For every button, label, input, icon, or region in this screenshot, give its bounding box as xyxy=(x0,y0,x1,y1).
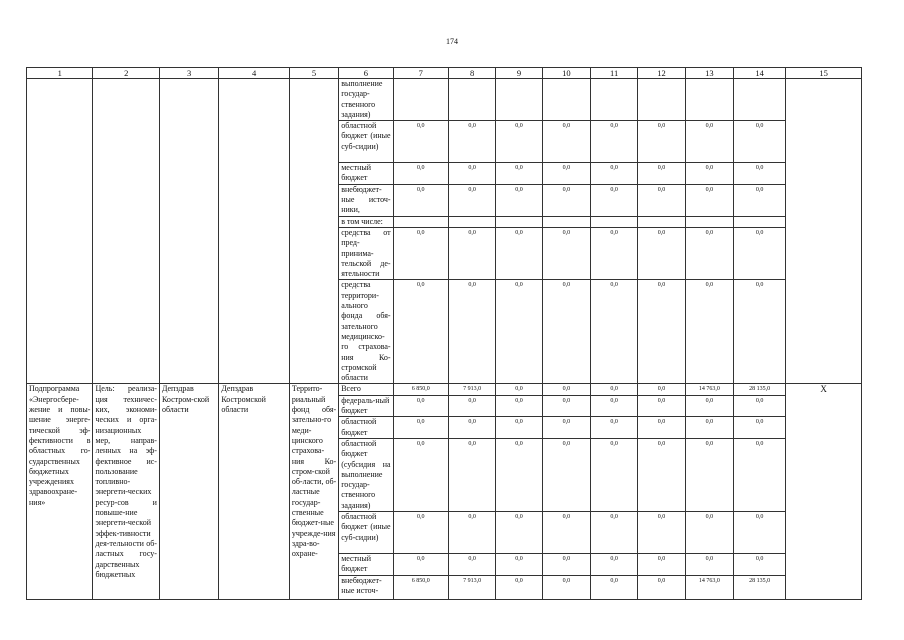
column-header: 5 xyxy=(289,68,338,79)
column-header: 15 xyxy=(786,68,862,79)
value-cell: 0,0 xyxy=(496,280,542,384)
value-cell: 0,0 xyxy=(542,121,590,163)
value-cell: 0,0 xyxy=(448,184,495,216)
value-cell: 0,0 xyxy=(685,417,733,439)
funding-source: областной бюджет (иные суб-сидии) xyxy=(339,121,393,163)
value-cell: 0,0 xyxy=(393,554,448,576)
value-cell: 0,0 xyxy=(542,575,590,599)
value-cell: 7 913,0 xyxy=(448,384,495,395)
value-cell: 6 850,0 xyxy=(393,384,448,395)
coordinator: Депздрав Костром-ской области xyxy=(159,384,218,599)
value-cell xyxy=(393,216,448,227)
empty-cell xyxy=(289,79,338,384)
funding-source: выполнение государ-ственного задания) xyxy=(339,79,393,121)
value-cell: 0,0 xyxy=(685,554,733,576)
value-cell: 0,0 xyxy=(685,438,733,511)
value-cell: 0,0 xyxy=(496,512,542,554)
value-cell: 14 763,0 xyxy=(685,384,733,395)
value-cell xyxy=(448,79,495,121)
column-header: 2 xyxy=(93,68,159,79)
value-cell: 0,0 xyxy=(733,184,785,216)
value-cell: 0,0 xyxy=(448,227,495,279)
value-cell: 0,0 xyxy=(685,395,733,417)
column-header-row xyxy=(27,68,862,79)
value-cell xyxy=(393,79,448,121)
value-cell: 0,0 xyxy=(590,554,637,576)
value-cell: 0,0 xyxy=(448,121,495,163)
value-cell: 0,0 xyxy=(638,575,685,599)
value-cell: 0,0 xyxy=(448,280,495,384)
value-cell: 0,0 xyxy=(496,554,542,576)
value-cell: 0,0 xyxy=(393,395,448,417)
funding-source: внебюджет-ные источ-ники, xyxy=(339,184,393,216)
value-cell: 0,0 xyxy=(448,554,495,576)
value-cell: 0,0 xyxy=(448,395,495,417)
value-cell: 0,0 xyxy=(496,163,542,185)
value-cell: 28 135,0 xyxy=(733,384,785,395)
value-cell: 0,0 xyxy=(542,163,590,185)
value-cell: 0,0 xyxy=(393,280,448,384)
value-cell: 0,0 xyxy=(496,438,542,511)
subprogram-name: Подпрограмма «Энергосбере-жение и повы-шение энерге-тической эф-фективности в областных го-сударственных бюджетных учреждениях здравоохране-ния» xyxy=(27,384,93,599)
value-cell: 0,0 xyxy=(733,395,785,417)
column-header: 11 xyxy=(590,68,637,79)
value-cell: 0,0 xyxy=(542,554,590,576)
value-cell: 0,0 xyxy=(590,384,637,395)
not-applicable-mark: X xyxy=(786,384,862,599)
funding-source: внебюджет-ные источ- xyxy=(339,575,393,599)
value-cell: 14 763,0 xyxy=(685,575,733,599)
funding-source: в том числе: xyxy=(339,216,393,227)
value-cell xyxy=(685,216,733,227)
value-cell: 0,0 xyxy=(393,417,448,439)
value-cell: 0,0 xyxy=(393,121,448,163)
value-cell: 0,0 xyxy=(542,227,590,279)
value-cell xyxy=(542,216,590,227)
empty-cell xyxy=(159,79,218,384)
value-cell: 0,0 xyxy=(590,575,637,599)
table-row xyxy=(27,384,862,395)
value-cell: 0,0 xyxy=(448,512,495,554)
value-cell: 0,0 xyxy=(733,163,785,185)
value-cell: 0,0 xyxy=(638,184,685,216)
value-cell: 0,0 xyxy=(590,438,637,511)
page-number: 174 xyxy=(446,37,458,46)
value-cell: 0,0 xyxy=(393,163,448,185)
value-cell: 0,0 xyxy=(496,121,542,163)
table-row xyxy=(27,79,862,121)
value-cell: 0,0 xyxy=(685,512,733,554)
value-cell: 0,0 xyxy=(393,184,448,216)
value-cell xyxy=(496,79,542,121)
value-cell: 0,0 xyxy=(542,280,590,384)
value-cell: 0,0 xyxy=(685,227,733,279)
value-cell: 0,0 xyxy=(733,438,785,511)
funding-source: областной бюджет (иные суб-сидии) xyxy=(339,512,393,554)
column-header: 13 xyxy=(685,68,733,79)
funding-source: средства от пред-принима-тельской де-ятельности xyxy=(339,227,393,279)
value-cell: 0,0 xyxy=(685,280,733,384)
value-cell: 0,0 xyxy=(542,438,590,511)
funding-source: Всего xyxy=(339,384,393,395)
column-header: 14 xyxy=(733,68,785,79)
value-cell: 0,0 xyxy=(448,417,495,439)
value-cell: 0,0 xyxy=(638,121,685,163)
value-cell xyxy=(733,216,785,227)
empty-cell xyxy=(27,79,93,384)
value-cell xyxy=(638,79,685,121)
value-cell: 0,0 xyxy=(638,395,685,417)
value-cell xyxy=(590,216,637,227)
value-cell: 0,0 xyxy=(590,512,637,554)
column-header: 3 xyxy=(159,68,218,79)
value-cell: 0,0 xyxy=(542,184,590,216)
value-cell xyxy=(590,79,637,121)
value-cell: 0,0 xyxy=(542,395,590,417)
column-header: 1 xyxy=(27,68,93,79)
value-cell: 0,0 xyxy=(638,384,685,395)
funding-source: областной бюджет (субсидия на выполнение государ-ственного задания) xyxy=(339,438,393,511)
value-cell: 0,0 xyxy=(590,417,637,439)
value-cell xyxy=(542,79,590,121)
column-header: 7 xyxy=(393,68,448,79)
value-cell: 0,0 xyxy=(733,280,785,384)
value-cell: 0,0 xyxy=(733,554,785,576)
empty-cell xyxy=(219,79,290,384)
value-cell: 0,0 xyxy=(638,512,685,554)
value-cell: 0,0 xyxy=(590,184,637,216)
funding-source: областной бюджет xyxy=(339,417,393,439)
value-cell: 0,0 xyxy=(496,417,542,439)
value-cell: 0,0 xyxy=(638,554,685,576)
value-cell: 0,0 xyxy=(590,227,637,279)
value-cell: 7 913,0 xyxy=(448,575,495,599)
value-cell xyxy=(448,216,495,227)
value-cell: 0,0 xyxy=(638,227,685,279)
program-table xyxy=(26,67,862,600)
value-cell: 0,0 xyxy=(393,438,448,511)
funding-source: средства территори-ального фонда обя-зательного медицинско-го страхова-ния Ко-стромской области xyxy=(339,280,393,384)
participants: Террито-риальный фонд обя-зательно-го меди-цинского страхова-ния Ко-стром-ской об-ласти, об-ластные государ-ственные бюджет-ные учрежде-ния здра-во-охране- xyxy=(289,384,338,599)
value-cell: 0,0 xyxy=(733,227,785,279)
value-cell: 0,0 xyxy=(590,121,637,163)
empty-cell xyxy=(93,79,159,384)
value-cell: 0,0 xyxy=(733,121,785,163)
value-cell: 0,0 xyxy=(542,417,590,439)
executor: Депздрав Костромской области xyxy=(219,384,290,599)
value-cell xyxy=(733,79,785,121)
column-header: 9 xyxy=(496,68,542,79)
value-cell: 0,0 xyxy=(448,438,495,511)
value-cell xyxy=(638,216,685,227)
value-cell xyxy=(685,79,733,121)
value-cell: 0,0 xyxy=(496,575,542,599)
value-cell: 0,0 xyxy=(733,417,785,439)
value-cell: 6 850,0 xyxy=(393,575,448,599)
value-cell: 28 135,0 xyxy=(733,575,785,599)
value-cell: 0,0 xyxy=(685,163,733,185)
value-cell: 0,0 xyxy=(496,395,542,417)
value-cell: 0,0 xyxy=(685,184,733,216)
value-cell: 0,0 xyxy=(393,512,448,554)
column-header: 4 xyxy=(219,68,290,79)
value-cell: 0,0 xyxy=(638,438,685,511)
value-cell: 0,0 xyxy=(542,384,590,395)
value-cell: 0,0 xyxy=(638,163,685,185)
value-cell: 0,0 xyxy=(542,512,590,554)
value-cell: 0,0 xyxy=(393,227,448,279)
value-cell: 0,0 xyxy=(638,280,685,384)
value-cell: 0,0 xyxy=(448,163,495,185)
value-cell: 0,0 xyxy=(496,184,542,216)
value-cell: 0,0 xyxy=(496,227,542,279)
value-cell: 0,0 xyxy=(590,395,637,417)
value-cell: 0,0 xyxy=(638,417,685,439)
value-cell: 0,0 xyxy=(496,384,542,395)
column-header: 6 xyxy=(339,68,393,79)
column-header: 8 xyxy=(448,68,495,79)
value-cell xyxy=(496,216,542,227)
column-header: 12 xyxy=(638,68,685,79)
value-cell: 0,0 xyxy=(590,280,637,384)
subprogram-goal: Цель: реализа-ция техничес-ких, экономи-ческих и орга-низационных мер, направ-ленных на эф-фективное ис-пользование топливно-энергети-ческих ресур-сов и повыше-ние энергети-ческой эффек-тивности дея-тельности об-ластных госу-дарственных бюджетных xyxy=(93,384,159,599)
funding-source: местный бюджет xyxy=(339,163,393,185)
funding-source: федераль-ный бюджет xyxy=(339,395,393,417)
value-cell: 0,0 xyxy=(590,163,637,185)
empty-cell xyxy=(786,79,862,384)
funding-source: местный бюджет xyxy=(339,554,393,576)
value-cell: 0,0 xyxy=(685,121,733,163)
value-cell: 0,0 xyxy=(733,512,785,554)
column-header: 10 xyxy=(542,68,590,79)
